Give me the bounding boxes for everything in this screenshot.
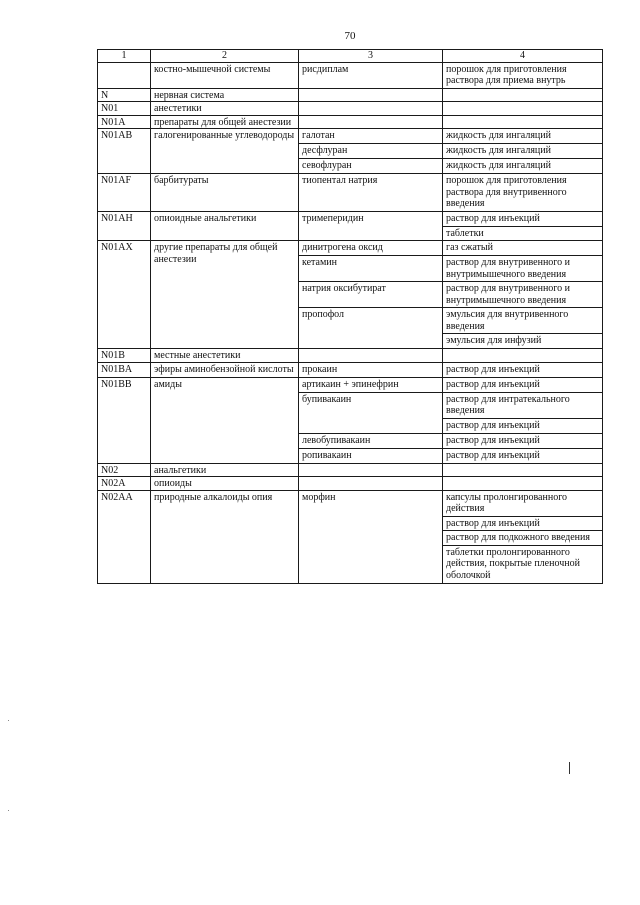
dosage-form-cell [443,349,603,363]
table-row [98,102,603,116]
drug-cell [299,174,443,212]
column-header: 1 [98,50,151,63]
dosage-form: раствор для внутривенного и внутримышечного введения [446,283,571,306]
dosage-form-group [443,363,602,377]
dosage-form: раствор для внутривенного и внутримышечного введения [446,257,571,280]
drug-cell [299,62,443,88]
dosage-form-cell [443,174,603,212]
dosage-form: раствор для подкожного введения [443,531,602,546]
dosage-form: таблетки [446,227,484,239]
table-row [98,115,603,129]
dosage-form-group [443,449,602,463]
drug-name: ропивакаин [302,449,352,461]
dosage-form-group [443,434,602,449]
drug-name: артикаин + эпинефрин [299,378,442,393]
dosage-form: раствор для инъекций [443,212,602,227]
dosage-form: раствор для инъекций [446,419,540,431]
drug-cell [299,362,443,377]
drug-name: динитрогена оксид [299,241,442,256]
dosage-form-cell [443,62,603,88]
drug-cell [299,102,443,116]
group-name-cell: природные алкалоиды опия [151,490,299,583]
atc-code-cell: N02A [98,477,151,491]
atc-code-cell: N01B [98,349,151,363]
atc-code-cell: N02 [98,463,151,477]
drug-name: тиопентал натрия [302,175,378,186]
drug-name: морфин [302,491,336,503]
dosage-form-group [443,282,602,308]
dosage-form-cell [443,212,603,241]
table-row [98,129,603,174]
dosage-form: раствор для интратекального введения [443,393,602,419]
atc-code-cell: N01BB [98,377,151,463]
drug-cell [299,241,443,349]
dosage-form-group [443,491,602,583]
dosage-form-cell [443,477,603,491]
dosage-form: капсулы пролонгированного действия [443,491,602,517]
dosage-form-group [443,129,602,144]
atc-code-cell: N01AX [98,241,151,349]
dosage-form-cell [443,88,603,102]
dosage-form-cell [443,490,603,583]
drug-name: пропофол [302,309,345,320]
dosage-form-group [443,159,602,173]
table-row [98,362,603,377]
group-name-cell: анестетики [151,102,299,116]
group-name-cell: костно-мышечной системы [151,62,299,88]
drug-cell [299,490,443,583]
dosage-form: таблетки пролонгированного действия, покрытые пленочной оболочкой [446,546,580,581]
group-name-cell: анальгетики [151,463,299,477]
column-header: 3 [299,50,443,63]
table-row [98,212,603,241]
dosage-form: раствор для инъекций [446,434,540,446]
dosage-form-cell [443,377,603,463]
drug-name: тримеперидин [302,213,364,224]
dosage-form-group [443,174,602,211]
dosage-form: эмульсия для внутривенного введения [443,308,602,334]
table-header-row [98,50,603,63]
table-row [98,349,603,363]
dosage-form-group [443,256,602,282]
dosage-form-group [443,393,602,434]
atc-code-cell: N01BA [98,362,151,377]
dosage-form-cell [443,463,603,477]
margin-mark [569,762,570,774]
dosage-form-cell [443,102,603,116]
dosage-form: раствор для инъекций [446,363,540,375]
drug-cell [299,212,443,241]
drug-name: бупивакаин [299,393,442,434]
dosage-form-cell [443,115,603,129]
atc-code-cell [98,62,151,88]
atc-code-cell: N01AB [98,129,151,174]
column-header: 4 [443,50,603,63]
group-name-cell: барбитураты [151,174,299,212]
group-name-cell: нервная система [151,88,299,102]
group-name-cell: опиоиды [151,477,299,491]
table-row [98,463,603,477]
table-row [98,241,603,349]
group-name-cell: галогенированные углеводороды [151,129,299,174]
table-row [98,377,603,463]
drug-cell [299,349,443,363]
dosage-form-group [443,308,602,348]
dosage-form-group [443,144,602,159]
atc-code-cell: N01A [98,115,151,129]
drug-cell [299,115,443,129]
dosage-form: газ сжатый [446,242,493,253]
dosage-form-cell [443,362,603,377]
dosage-form: порошок для приготовления раствора для приема внутрь [446,63,567,86]
dosage-form: жидкость для ингаляций [446,160,551,171]
margin-dot [8,810,9,811]
dosage-form-cell [443,129,603,174]
atc-code-cell: N01AH [98,212,151,241]
drug-cell [299,88,443,102]
dosage-form: жидкость для ингаляций [446,145,551,156]
atc-code-cell: N [98,88,151,102]
table-row [98,490,603,583]
drug-name: натрия оксибутират [299,282,442,308]
group-name-cell: препараты для общей анестезии [151,115,299,129]
atc-code-cell: N01 [98,102,151,116]
drug-name: рисдиплам [302,63,349,75]
drug-cell [299,463,443,477]
dosage-form-group [443,212,602,240]
margin-dot [8,720,9,721]
drug-table [97,49,603,584]
drug-cell [299,129,443,174]
group-name-cell: амиды [151,377,299,463]
dosage-form-group [443,63,602,88]
drug-cell [299,477,443,491]
atc-code-cell: N02AA [98,490,151,583]
dosage-form: эмульсия для инфузий [446,335,542,346]
dosage-form: раствор для инъекций [443,517,602,532]
drug-name: прокаин [302,363,338,375]
group-name-cell: другие препараты для общей анестезии [151,241,299,349]
drug-cell [299,377,443,463]
page-number: 70 [344,30,356,42]
atc-code-cell: N01AF [98,174,151,212]
table-row [98,477,603,491]
group-name-cell: эфиры аминобензойной кислоты [151,362,299,377]
drug-name: кетамин [299,256,442,282]
dosage-form-cell [443,241,603,349]
drug-name: галотан [299,129,442,144]
group-name-cell: местные анестетики [151,349,299,363]
dosage-form: жидкость для ингаляций [446,130,551,141]
dosage-form: раствор для инъекций [446,449,540,461]
group-name-cell: опиоидные анальгетики [151,212,299,241]
drug-name: севофлуран [302,160,352,171]
dosage-form: раствор для инъекций [446,378,540,390]
table-row [98,174,603,212]
dosage-form-group [443,378,602,393]
column-header: 2 [151,50,299,63]
table-row [98,88,603,102]
drug-name: десфлуран [299,144,442,159]
dosage-form: порошок для приготовления раствора для внутривенного введения [446,175,567,209]
table-row [98,62,603,88]
drug-name: левобупивакаин [299,434,442,449]
dosage-form-group [443,241,602,256]
